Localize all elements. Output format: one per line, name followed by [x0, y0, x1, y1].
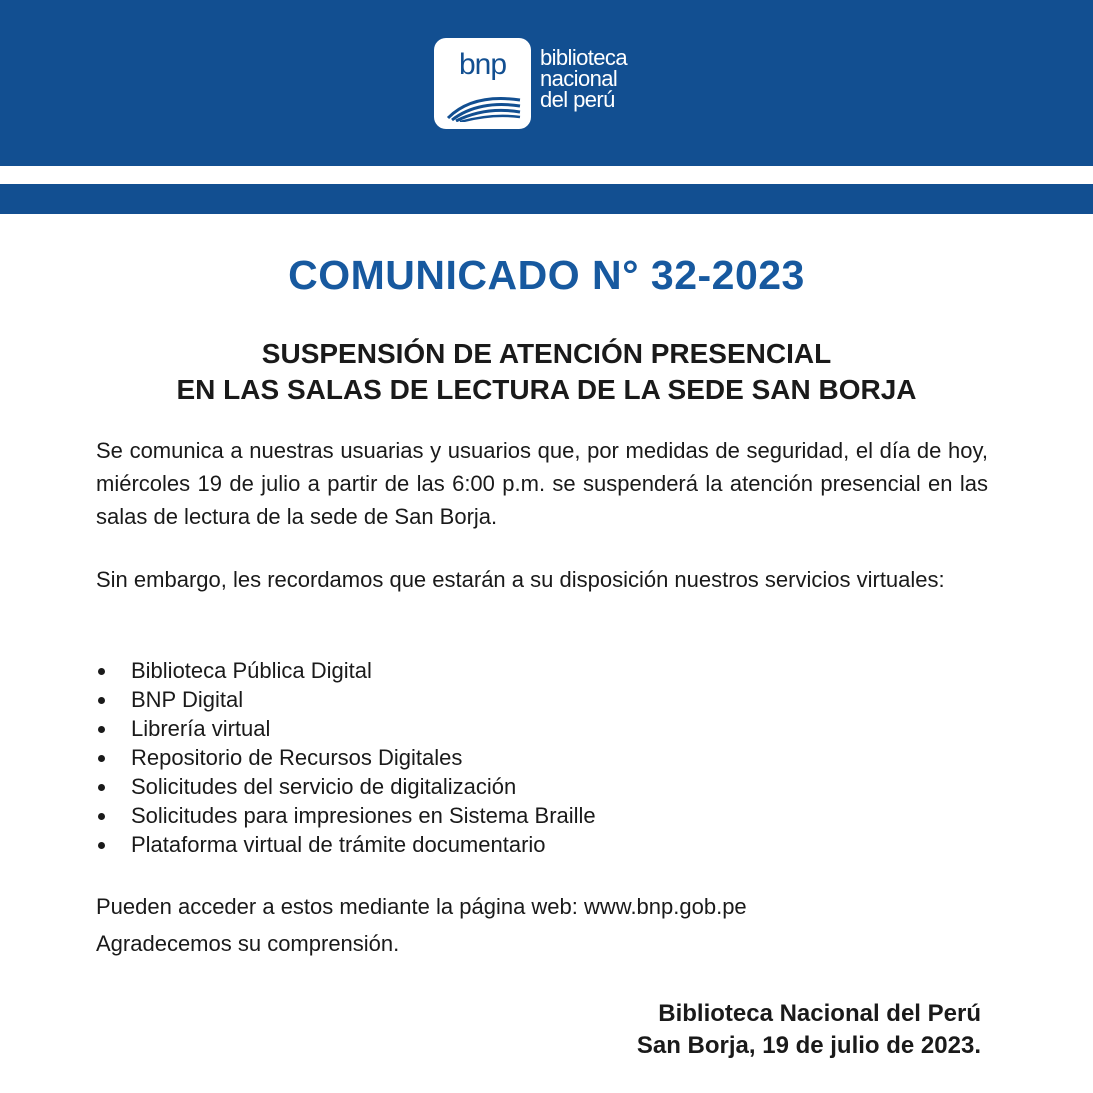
book-swoosh-icon [444, 90, 522, 122]
logo-wordmark [540, 47, 627, 110]
header-stripe [0, 184, 1093, 214]
services-list [96, 656, 596, 859]
signature [500, 998, 981, 1062]
logo-line: del perú [540, 87, 615, 112]
access-note: Pueden acceder a estos mediante la página web: www.bnp.gob.pe [96, 894, 747, 919]
logo-abbr: bnp [458, 48, 507, 81]
bnp-logo [434, 38, 627, 129]
paragraph-services-intro: Sin embargo, les recordamos que estarán a su disposición nuestros servicios virtuales: [96, 567, 945, 592]
page-title: COMUNICADO N° 32-2023 [288, 252, 805, 298]
thanks-note: Agradecemos su comprensión. [96, 931, 400, 956]
signature-institution: Biblioteca Nacional del Perú [658, 1000, 981, 1027]
signature-date: San Borja, 19 de julio de 2023. [636, 1032, 981, 1059]
paragraph-notice: Se comunica a nuestras usuarias y usuarios que, por medidas de seguridad, el día de hoy, miércoles 19 de julio a partir de las 6:00 p.m. se suspenderá la atención presencial en las salas de lectura de la sede de San Borja. [96, 438, 988, 529]
subtitle-line: EN LAS SALAS DE LECTURA DE LA SEDE SAN BORJA [176, 374, 917, 405]
logo-line: biblioteca [540, 45, 627, 70]
list-item: Plataforma virtual de trámite documentario [96, 830, 596, 859]
list-item: Repositorio de Recursos Digitales [96, 743, 596, 772]
subtitle-line: SUSPENSIÓN DE ATENCIÓN PRESENCIAL [261, 338, 832, 369]
logo-mark [434, 38, 531, 129]
list-item: BNP Digital [96, 685, 596, 714]
subtitle [0, 336, 1093, 408]
logo-line: nacional [540, 66, 618, 91]
list-item: Solicitudes para impresiones en Sistema Braille [96, 801, 596, 830]
list-item: Librería virtual [96, 714, 596, 743]
list-item: Biblioteca Pública Digital [96, 656, 596, 685]
list-item: Solicitudes del servicio de digitalización [96, 772, 596, 801]
